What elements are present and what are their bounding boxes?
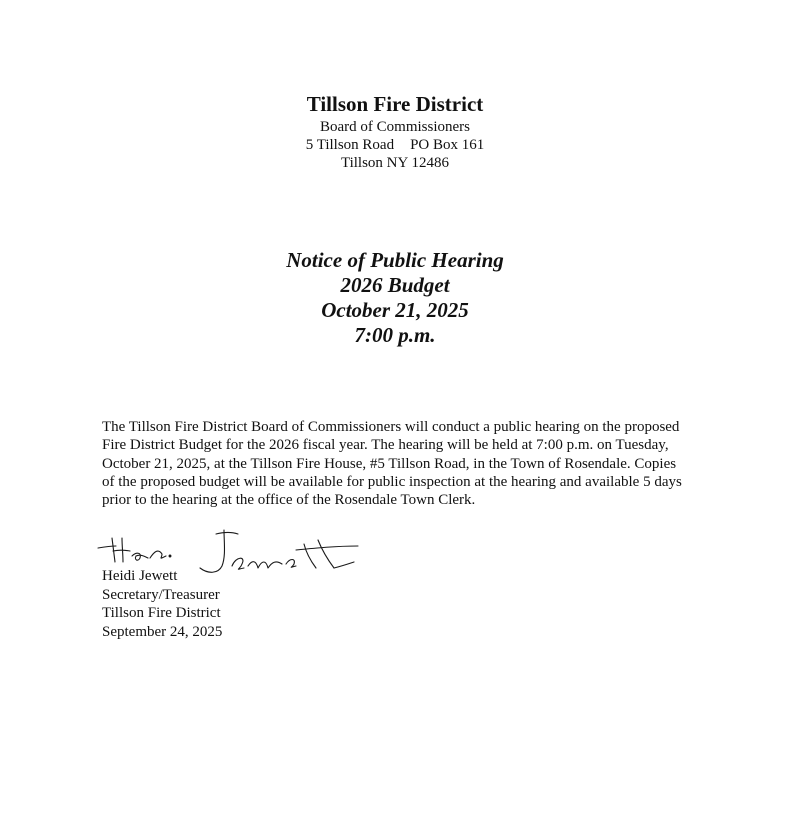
signer-organization: Tillson Fire District	[102, 605, 221, 621]
signer-name: Heidi Jewett	[102, 568, 178, 584]
address-line	[0, 136, 790, 154]
notice-budget-year: 2026 Budget	[340, 273, 450, 297]
notice-title: Notice of Public Hearing	[286, 248, 504, 272]
body-paragraph: The Tillson Fire District Board of Commissioners will conduct a public hearing on the proposed Fire District Budget for the 2026 fiscal year. The hearing will be held at 7:00 p.m. on Tuesday, October 21, 2025, at the Tillson Fire House, #5 Tillson Road, in the Town of Rosendale. Copies of the proposed budget will be available for public inspection at the hearing and available 5 days prior to the hearing at the office of the Rosendale Town Clerk.	[102, 419, 682, 509]
city-state-zip: Tillson NY 12486	[340, 155, 450, 171]
signed-date: September 24, 2025	[102, 623, 223, 640]
signer-title: Secretary/Treasurer	[102, 586, 220, 603]
notice-body	[102, 418, 682, 509]
letterhead	[0, 92, 790, 172]
organization-name: Tillson Fire District	[306, 92, 484, 116]
street-address: 5 Tillson Road	[305, 137, 395, 153]
notice-time: 7:00 p.m.	[354, 323, 436, 347]
po-box: PO Box 161	[410, 137, 485, 153]
signature-block	[102, 567, 222, 641]
board-name: Board of Commissioners	[320, 119, 470, 135]
notice-heading	[0, 248, 790, 348]
notice-date: October 21, 2025	[321, 298, 469, 322]
